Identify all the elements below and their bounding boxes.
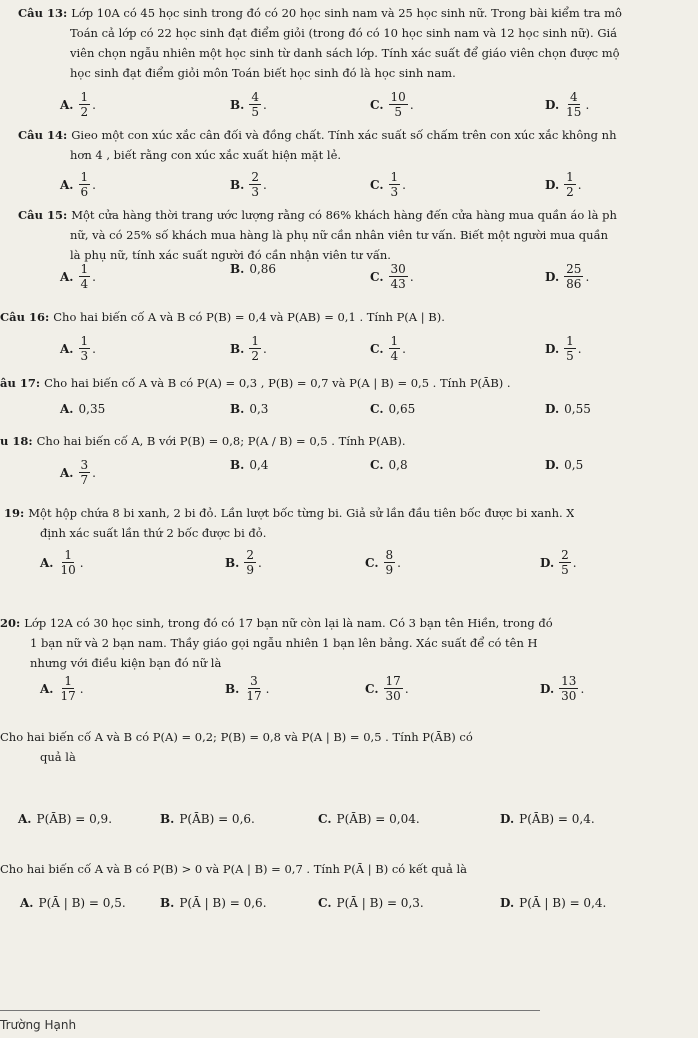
- fraction-denominator: 4: [80, 277, 89, 291]
- option-fraction: [389, 334, 401, 363]
- fraction-denominator: 2: [80, 105, 89, 119]
- fraction-numerator: 2: [561, 548, 569, 562]
- option-letter: B.: [230, 97, 245, 112]
- question-stem-line: [0, 308, 445, 327]
- option-fraction: [564, 334, 576, 363]
- option-letter: A.: [20, 896, 34, 910]
- fraction-period: .: [92, 341, 96, 356]
- fraction-numerator: 25: [566, 262, 582, 276]
- answer-options: [0, 896, 698, 930]
- option-value: P(ĀB) = 0,04.: [336, 812, 420, 826]
- fraction-numerator: 1: [80, 334, 89, 348]
- option-value: P(Ā | B) = 0,3.: [336, 896, 424, 910]
- answer-option[interactable]: [60, 90, 96, 119]
- option-fraction: [389, 170, 401, 199]
- fraction-numerator: 1: [566, 170, 574, 184]
- fraction-period: .: [92, 269, 96, 284]
- fraction-numerator: 10: [390, 90, 406, 104]
- question-stem-line: [18, 4, 622, 23]
- fraction-period: .: [79, 555, 84, 570]
- fraction-denominator: 9: [246, 563, 254, 577]
- answer-option[interactable]: [60, 262, 96, 291]
- fraction-period: .: [572, 555, 577, 570]
- fraction-period: .: [262, 97, 267, 112]
- option-value: P(ĀB) = 0,4.: [519, 812, 595, 826]
- answer-option[interactable]: [160, 812, 255, 826]
- answer-option[interactable]: [370, 458, 408, 472]
- option-fraction: [564, 170, 576, 199]
- option-fraction: [249, 170, 261, 199]
- fraction-denominator: 2: [251, 349, 259, 363]
- answer-option[interactable]: [545, 458, 583, 472]
- question-stem-line: [18, 126, 617, 145]
- fraction-numerator: 1: [80, 262, 89, 276]
- fraction-denominator: 10: [60, 563, 76, 577]
- question-text: Một cửa hàng thời trang ước lượng rằng có 86% khách hàng đến cửa hàng mua quần áo là ph: [71, 208, 617, 222]
- option-letter: D.: [545, 97, 560, 112]
- fraction-period: .: [92, 465, 96, 480]
- option-value: 0,5: [564, 458, 584, 472]
- fraction-numerator: 1: [64, 674, 72, 688]
- fraction-numerator: 2: [251, 170, 259, 184]
- option-fraction: [79, 170, 91, 199]
- option-letter: B.: [225, 555, 240, 570]
- question-number: 20:: [0, 616, 25, 630]
- answer-option[interactable]: [365, 674, 409, 703]
- question-number: Câu 16:: [0, 310, 54, 324]
- question-number: u 18:: [0, 434, 37, 448]
- answer-options: [0, 262, 698, 296]
- answer-option[interactable]: [370, 402, 415, 416]
- option-value: 0,65: [388, 402, 416, 416]
- fraction-denominator: 3: [80, 349, 89, 363]
- fraction-denominator: 9: [385, 563, 394, 577]
- answer-options: [0, 170, 698, 204]
- option-fraction: [559, 674, 578, 703]
- option-fraction: [79, 458, 91, 487]
- fraction-numerator: 1: [390, 334, 399, 348]
- answer-option[interactable]: [230, 90, 267, 119]
- fraction-numerator: 13: [561, 674, 577, 688]
- fraction-denominator: 15: [566, 105, 582, 119]
- answer-option[interactable]: [40, 548, 84, 577]
- fraction-numerator: 1: [64, 548, 72, 562]
- option-fraction: [79, 334, 91, 363]
- fraction-period: .: [585, 269, 590, 284]
- fraction-period: .: [402, 341, 406, 356]
- option-letter: C.: [365, 555, 379, 570]
- fraction-period: .: [257, 555, 262, 570]
- option-letter: D.: [540, 681, 555, 696]
- option-fraction: [559, 548, 571, 577]
- answer-options: [0, 812, 698, 846]
- fraction-numerator: 3: [250, 674, 258, 688]
- answer-option[interactable]: [230, 458, 268, 472]
- option-letter: D.: [545, 269, 560, 284]
- option-fraction: [79, 262, 91, 291]
- fraction-period: .: [404, 681, 409, 696]
- option-letter: B.: [230, 341, 245, 356]
- question-stem-line: [18, 206, 617, 225]
- fraction-denominator: 30: [385, 689, 401, 703]
- option-fraction: [384, 548, 396, 577]
- option-letter: D.: [545, 341, 560, 356]
- answer-option[interactable]: [545, 262, 589, 291]
- option-fraction: [249, 90, 261, 119]
- fraction-numerator: 4: [251, 90, 259, 104]
- option-letter: B.: [230, 177, 245, 192]
- option-letter: D.: [545, 458, 560, 472]
- question-stem-line: [0, 728, 473, 747]
- answer-option[interactable]: [18, 812, 112, 826]
- fraction-period: .: [577, 341, 582, 356]
- option-letter: D.: [545, 177, 560, 192]
- answer-option[interactable]: [230, 262, 276, 276]
- option-letter: A.: [60, 341, 74, 356]
- question-number: Câu 13:: [18, 6, 72, 20]
- fraction-period: .: [409, 269, 414, 284]
- fraction-denominator: 17: [246, 689, 262, 703]
- question-stem-line: [0, 432, 406, 451]
- answer-option[interactable]: [545, 402, 591, 416]
- question-stem-line: [0, 374, 511, 393]
- option-fraction: [79, 90, 91, 119]
- fraction-period: .: [262, 177, 267, 192]
- option-letter: B.: [160, 896, 175, 910]
- fraction-denominator: 5: [251, 105, 259, 119]
- question-stem-line: 1 bạn nữ và 2 bạn nam. Thầy giáo gọi ngẫu nhiên 1 bạn lên bảng. Xác suất để có tên H: [30, 636, 538, 650]
- answer-option[interactable]: [230, 334, 267, 363]
- fraction-numerator: 1: [566, 334, 574, 348]
- fraction-period: .: [397, 555, 401, 570]
- option-letter: C.: [318, 812, 332, 826]
- question-stem-line: [0, 860, 467, 879]
- answer-options: [0, 674, 698, 708]
- question-text: Cho hai biến cố A, B với P(B) = 0,8; P(A / B) = 0,5 . Tính P(AB).: [36, 434, 406, 448]
- fraction-denominator: 4: [390, 349, 399, 363]
- fraction-period: .: [577, 177, 582, 192]
- question-stem-line: [4, 504, 574, 523]
- option-letter: B.: [225, 681, 240, 696]
- option-value: 0,3: [249, 402, 269, 416]
- answer-option[interactable]: [500, 896, 606, 910]
- question-text: Lớp 10A có 45 học sinh trong đó có 20 học sinh nam và 25 học sinh nữ. Trong bài kiểm tra mô: [71, 6, 622, 20]
- option-letter: B.: [230, 458, 245, 472]
- question-text: Cho hai biến cố A và B có P(B) > 0 và P(A | B) = 0,7 . Tính P(Ā | B) có kết quả là: [0, 862, 468, 876]
- fraction-numerator: 3: [80, 458, 89, 472]
- fraction-numerator: 2: [246, 548, 254, 562]
- option-letter: A.: [40, 681, 54, 696]
- option-fraction: [389, 90, 408, 119]
- question-stem-line: nữ, và có 25% số khách mua hàng là phụ nữ cần nhân viên tư vấn. Biết một người mua quần: [70, 228, 609, 242]
- answer-option[interactable]: [60, 334, 96, 363]
- fraction-numerator: 1: [80, 90, 89, 104]
- question-stem-line: Toán cả lớp có 22 học sinh đạt điểm giỏi (trong đó có 10 học sinh nam và 12 học sinh nữ). Giá: [70, 26, 618, 40]
- option-letter: C.: [365, 681, 379, 696]
- question-stem-line: quả là: [40, 750, 76, 764]
- fraction-numerator: 1: [251, 334, 259, 348]
- fraction-denominator: 5: [561, 563, 569, 577]
- footer-divider: [0, 1010, 540, 1011]
- option-letter: C.: [370, 458, 384, 472]
- question-text: Lớp 12A có 30 học sinh, trong đó có 17 bạn nữ còn lại là nam. Có 3 bạn tên Hiền, trong đó: [24, 616, 553, 630]
- answer-option[interactable]: [230, 402, 268, 416]
- fraction-denominator: 86: [566, 277, 582, 291]
- option-letter: C.: [370, 269, 384, 284]
- option-letter: C.: [370, 97, 384, 112]
- option-value: 0,4: [249, 458, 269, 472]
- answer-option[interactable]: [225, 674, 269, 703]
- option-letter: A.: [60, 177, 74, 192]
- option-letter: A.: [60, 269, 74, 284]
- answer-option[interactable]: [540, 674, 584, 703]
- fraction-denominator: 2: [566, 185, 574, 199]
- answer-option[interactable]: [60, 170, 96, 199]
- answer-options: [0, 458, 698, 492]
- option-letter: A.: [18, 812, 32, 826]
- fraction-period: .: [402, 177, 406, 192]
- question-stem-line: học sinh đạt điểm giỏi môn Toán biết học sinh đó là học sinh nam.: [70, 66, 456, 80]
- answer-option[interactable]: [540, 548, 577, 577]
- question-text: Một hộp chứa 8 bi xanh, 2 bi đỏ. Lần lượt bốc từng bi. Giả sử lần đầu tiên bốc được bi xanh. X: [28, 506, 575, 520]
- answer-option[interactable]: [40, 674, 84, 703]
- option-fraction: [564, 262, 583, 291]
- answer-option[interactable]: [370, 334, 406, 363]
- question-number: 19:: [4, 506, 29, 520]
- option-value: 0,8: [388, 458, 408, 472]
- option-value: P(Ā | B) = 0,5.: [38, 896, 126, 910]
- answer-option[interactable]: [20, 896, 126, 910]
- option-value: 0,55: [564, 402, 591, 416]
- option-letter: A.: [60, 465, 74, 480]
- option-fraction: [389, 262, 408, 291]
- question-stem-line: viên chọn ngẫu nhiên một học sinh từ danh sách lớp. Tính xác suất để giáo viên chọn được mộ: [70, 46, 620, 60]
- footer-text: Trường Hạnh: [0, 1018, 77, 1032]
- fraction-numerator: 4: [569, 90, 578, 104]
- fraction-numerator: 1: [390, 170, 399, 184]
- question-text: Gieo một con xúc xắc cân đối và đồng chất. Tính xác suất số chấm trên con xúc xắc không nh: [71, 128, 617, 142]
- answer-option[interactable]: [370, 90, 414, 119]
- answer-option[interactable]: [230, 170, 267, 199]
- question-text: Cho hai biến cố A và B có P(B) = 0,4 và P(AB) = 0,1 . Tính P(A | B).: [53, 310, 445, 324]
- fraction-denominator: 3: [390, 185, 399, 199]
- question-number: Câu 14:: [18, 128, 72, 142]
- option-letter: C.: [370, 177, 384, 192]
- answer-option[interactable]: [318, 896, 424, 910]
- option-value: P(Ā | B) = 0,6.: [179, 896, 267, 910]
- option-letter: C.: [318, 896, 332, 910]
- question-text: Cho hai biến cố A và B có P(A) = 0,2; P(B) = 0,8 và P(A | B) = 0,5 . Tính P(ĀB) có: [0, 730, 473, 744]
- option-fraction: [384, 674, 403, 703]
- fraction-numerator: 8: [385, 548, 394, 562]
- question-stem-line: định xác suất lần thứ 2 bốc được bi đỏ.: [40, 526, 267, 540]
- answer-options: [0, 334, 698, 368]
- fraction-period: .: [580, 681, 585, 696]
- fraction-period: .: [79, 681, 84, 696]
- answer-option[interactable]: [60, 402, 105, 416]
- fraction-denominator: 6: [80, 185, 89, 199]
- answer-option[interactable]: [365, 548, 401, 577]
- option-letter: B.: [230, 262, 245, 276]
- answer-option[interactable]: [225, 548, 262, 577]
- option-letter: C.: [370, 402, 384, 416]
- option-fraction: [59, 548, 78, 577]
- fraction-denominator: 5: [566, 349, 574, 363]
- option-value: P(ĀB) = 0,6.: [179, 812, 255, 826]
- fraction-denominator: 30: [561, 689, 577, 703]
- answer-option[interactable]: [318, 812, 420, 826]
- question-number: Câu 15:: [18, 208, 72, 222]
- question-stem-line: nhưng với điều kiện bạn đó nữ là: [30, 656, 222, 670]
- question-text: Cho hai biến cố A và B có P(A) = 0,3 , P(B) = 0,7 và P(A | B) = 0,5 . Tính P(ĀB) .: [44, 376, 511, 390]
- question-stem-line: là phụ nữ, tính xác suất người đó cần nhận viên tư vấn.: [70, 248, 391, 262]
- question-number: âu 17:: [0, 376, 45, 390]
- option-fraction: [249, 334, 261, 363]
- answer-option[interactable]: [545, 170, 582, 199]
- fraction-period: .: [92, 97, 96, 112]
- option-value: 0,35: [78, 402, 106, 416]
- option-letter: A.: [60, 97, 74, 112]
- answer-options: [0, 548, 698, 582]
- option-fraction: [244, 548, 256, 577]
- fraction-period: .: [265, 681, 270, 696]
- option-value: P(ĀB) = 0,9.: [36, 812, 113, 826]
- option-letter: B.: [160, 812, 175, 826]
- option-value: P(Ā | B) = 0,4.: [519, 896, 607, 910]
- answer-option[interactable]: [60, 458, 96, 487]
- fraction-denominator: 5: [394, 105, 402, 119]
- option-value: 0,86: [249, 262, 277, 276]
- answer-option[interactable]: [370, 262, 414, 291]
- fraction-denominator: 43: [390, 277, 406, 291]
- fraction-denominator: 7: [80, 473, 89, 487]
- option-letter: D.: [540, 555, 555, 570]
- option-fraction: [564, 90, 583, 119]
- option-letter: D.: [545, 402, 560, 416]
- option-fraction: [59, 674, 78, 703]
- answer-option[interactable]: [500, 812, 595, 826]
- fraction-period: .: [92, 177, 96, 192]
- answer-options: [0, 90, 698, 124]
- option-letter: C.: [370, 341, 384, 356]
- option-fraction: [244, 674, 263, 703]
- fraction-numerator: 30: [390, 262, 406, 276]
- option-letter: A.: [40, 555, 54, 570]
- answer-option[interactable]: [160, 896, 267, 910]
- fraction-denominator: 3: [251, 185, 259, 199]
- answer-option[interactable]: [370, 170, 406, 199]
- fraction-denominator: 17: [60, 689, 76, 703]
- option-letter: D.: [500, 896, 515, 910]
- answer-option[interactable]: [545, 334, 582, 363]
- option-letter: B.: [230, 402, 245, 416]
- fraction-period: .: [585, 97, 590, 112]
- question-stem-line: hơn 4 , biết rằng con xúc xắc xuất hiện mặt lẻ.: [70, 148, 342, 162]
- answer-options: [0, 402, 698, 436]
- fraction-period: .: [262, 341, 267, 356]
- option-letter: A.: [60, 402, 74, 416]
- answer-option[interactable]: [545, 90, 589, 119]
- question-stem-line: [0, 614, 553, 633]
- fraction-period: .: [409, 97, 414, 112]
- fraction-numerator: 1: [80, 170, 89, 184]
- option-letter: D.: [500, 812, 515, 826]
- fraction-numerator: 17: [385, 674, 401, 688]
